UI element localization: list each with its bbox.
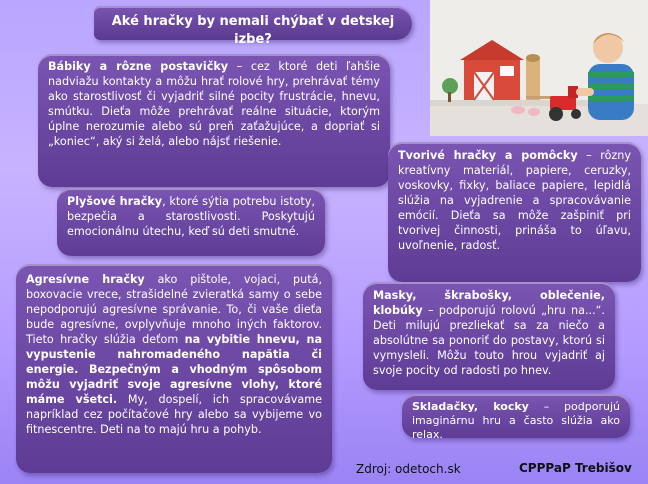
aggressive-text-2: My, dospelí, ich spracovávame napríklad cez počítačové hry alebo sa vybijeme vo fitnescentre. Deti na to majú hru a pohyb. (26, 393, 322, 436)
aggressive-text-1: ako pištole, vojaci, putá, boxovacie vrece, strašidelné zvieratká samy o sebe nepodporujú agresívne správanie. To, či vaše dieťa bude agresívne, ovplyvňuje mnoho iných faktorov. Tieto hračky slúžia deťom (26, 273, 323, 346)
masks-heading: Masky, škrabošky, oblečenie, klobúky (373, 289, 605, 317)
plush-heading: Plyšové hračky (67, 195, 163, 208)
puzzles-text: – podporujú imaginárnu hru a často slúžia ako relax. (412, 400, 620, 441)
puzzles-card (402, 394, 630, 441)
masks-card (363, 282, 615, 390)
puzzles-heading: Skladačky, kocky (412, 400, 529, 413)
dolls-text: – cez ktoré deti ľahšie nadviažu kontakty a môžu hrať rolové hry, prehrávať témy ako starostlivosť či vyjadriť silné pocity frustrácie, hnevu, smútku. Dieťa môže prehrávať reálne situácie, ktorým úplne nerozumie alebo sú preň zaťažujúce, a dopriať si „koniec“, aký si želá, alebo nájsť riešenie. (48, 60, 380, 148)
child-with-toy-farm-photo (430, 0, 648, 136)
creative-text: – rôzny kreatívny materiál, papiere, ceruzky, voskovky, fixky, baliace papiere, lepidlá slúžia na vyjadrenie a spracovávanie emócií. Dieťa sa môže zašpiniť pri tvorivej činnosti, prináša to úľavu, uvoľnenie, radosť. (398, 149, 631, 252)
creative-heading: Tvorivé hračky a pomôcky (398, 149, 578, 162)
source-credit: Zdroj: odetoch.sk (356, 462, 461, 476)
dolls-heading: Bábiky a rôzne postavičky (48, 60, 229, 73)
plush-card (57, 188, 325, 256)
dolls-card (38, 54, 390, 187)
aggressive-bold-text: na vybitie hnevu, na vypustenie nahromadeného napätia či energie. Bezpečným a vhodným spôsobom môžu vyjadriť svoje agresívne vlohy, ktoré máme všetci. (26, 333, 323, 406)
plush-text: , ktoré sýtia potrebu istoty, bezpečia a starostlivosti. Poskytujú emocionálnu útechu, keď sú deti smutné. (67, 195, 315, 238)
creative-card (388, 142, 641, 282)
aggressive-toys-card (16, 264, 332, 473)
page-title: Aké hračky by nemali chýbať v detskej izbe? (94, 6, 412, 40)
aggressive-heading: Agresívne hračky (26, 273, 145, 286)
organization-name: CPPPaP Trebišov (519, 461, 632, 475)
masks-text: – podporujú rolovú „hru na...“. Deti milujú prezliekať sa za niečo a absolútne sa ponoriť do postavy, ktorú si vymysleli. Môžu touto hrou vyjadriť aj svoje pocity od radosti po hnev. (373, 304, 605, 377)
